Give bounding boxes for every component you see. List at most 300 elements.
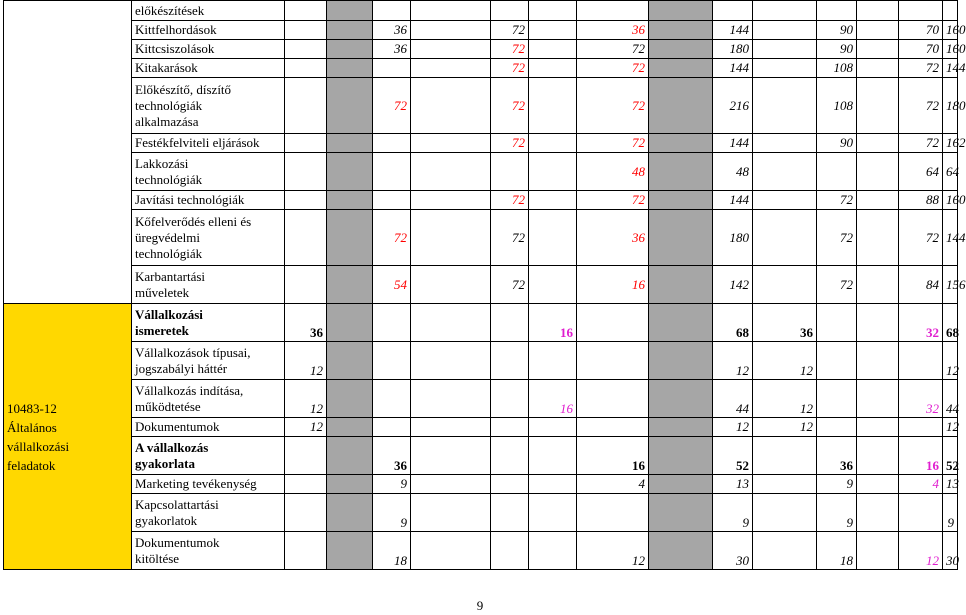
value-cell [577, 21, 649, 40]
cell-value: 4 [638, 476, 645, 491]
cell-value: 72 [926, 229, 939, 245]
cell-value: 72 [632, 60, 645, 75]
value-cell [529, 40, 577, 59]
value-cell [373, 191, 411, 210]
gray-column-cell [649, 475, 713, 494]
value-cell [713, 210, 753, 266]
table-row [4, 134, 958, 153]
cell-value: 72 [632, 135, 645, 150]
value-cell [491, 304, 529, 342]
row-name-line: Előkészítő, díszítő [135, 81, 232, 97]
value-cell [529, 153, 577, 191]
cell-value: 9 [846, 515, 853, 530]
value-cell [857, 380, 899, 418]
cell-value: 48 [632, 163, 645, 179]
value-cell [577, 380, 649, 418]
value-cell [817, 21, 857, 40]
value-cell [857, 59, 899, 78]
value-cell [943, 59, 966, 78]
value-cell [857, 78, 899, 134]
value-cell [753, 532, 817, 570]
cell-value: 90 [840, 41, 853, 56]
value-cell [753, 437, 817, 475]
row-name [132, 266, 285, 304]
row-name-line: technológiák [135, 171, 203, 187]
row-name-line: üregvédelmi [135, 229, 200, 245]
value-cell [285, 1, 327, 21]
cell-value: 68 [736, 325, 749, 340]
value-cell [529, 418, 577, 437]
value-cell [373, 1, 411, 21]
value-cell [411, 210, 491, 266]
value-cell [899, 40, 943, 59]
gray-column-cell [327, 418, 373, 437]
value-cell [411, 191, 491, 210]
value-cell [529, 475, 577, 494]
cell-value: 160 [946, 22, 966, 37]
row-name-line: A vállalkozás [135, 439, 209, 455]
cell-value: 160 [946, 41, 966, 56]
cell-value: 16 [560, 325, 573, 340]
cell-value: 84 [926, 276, 939, 292]
value-cell [817, 210, 857, 266]
value-cell [753, 40, 817, 59]
value-cell [411, 134, 491, 153]
value-cell [817, 475, 857, 494]
value-cell [753, 380, 817, 418]
value-cell [491, 418, 529, 437]
value-cell [857, 342, 899, 380]
cell-value: 144 [729, 22, 749, 37]
cell-value: 216 [729, 97, 749, 113]
cell-value: 9 [742, 515, 749, 530]
row-name-line: alkalmazása [135, 113, 199, 129]
row-name-line: Kittcsiszolások [135, 41, 215, 56]
value-cell [817, 78, 857, 134]
gray-column-cell [327, 153, 373, 191]
cell-value: 72 [512, 276, 525, 292]
table-row [4, 475, 958, 494]
gray-column-cell [649, 1, 713, 21]
value-cell [529, 210, 577, 266]
row-name [132, 532, 285, 570]
value-cell [411, 266, 491, 304]
value-cell [285, 494, 327, 532]
table-row [4, 153, 958, 191]
table-row [4, 532, 958, 570]
value-cell [857, 475, 899, 494]
value-cell [857, 191, 899, 210]
row-name-line: Kőfelverődés elleni és [135, 213, 252, 229]
value-cell [285, 191, 327, 210]
value-cell [285, 78, 327, 134]
value-cell [943, 210, 966, 266]
value-cell [817, 437, 857, 475]
module-title-line: 10483-12 [7, 400, 57, 416]
gray-column-cell [649, 210, 713, 266]
value-cell [577, 1, 649, 21]
cell-value: 72 [632, 41, 645, 56]
cell-value: 72 [394, 97, 407, 113]
value-cell [411, 342, 491, 380]
gray-column-cell [649, 532, 713, 570]
row-name [132, 418, 285, 437]
table-row [4, 418, 958, 437]
value-cell [713, 475, 753, 494]
value-cell [577, 134, 649, 153]
module-cell [4, 304, 132, 570]
cell-value: 32 [926, 401, 939, 416]
gray-column-cell [327, 191, 373, 210]
value-cell [857, 494, 899, 532]
value-cell [577, 78, 649, 134]
cell-value: 30 [736, 553, 749, 568]
value-cell [285, 134, 327, 153]
cell-value: 36 [394, 22, 407, 37]
value-cell [411, 418, 491, 437]
value-cell [943, 134, 966, 153]
cell-value: 12 [310, 363, 323, 378]
cell-value: 12 [946, 419, 959, 434]
cell-value: 142 [729, 276, 749, 292]
value-cell [943, 304, 958, 342]
gray-column-cell [327, 1, 373, 21]
value-cell [713, 342, 753, 380]
value-cell [373, 266, 411, 304]
cell-value: 9 [846, 476, 853, 491]
value-cell [529, 134, 577, 153]
row-name-line: gyakorlata [135, 455, 195, 471]
gray-column-cell [327, 304, 373, 342]
table-row [4, 342, 958, 380]
value-cell [899, 21, 943, 40]
gray-column-cell [649, 304, 713, 342]
row-name-line: gyakorlatok [135, 512, 198, 528]
value-cell [577, 59, 649, 78]
value-cell [713, 418, 753, 437]
value-cell [753, 494, 817, 532]
value-cell [491, 210, 529, 266]
cell-value: 108 [833, 60, 853, 75]
cell-value: 64 [946, 163, 959, 179]
gray-column-cell [327, 210, 373, 266]
cell-value: 12 [926, 553, 939, 568]
value-cell [577, 475, 649, 494]
gray-column-cell [649, 78, 713, 134]
value-cell [411, 437, 491, 475]
value-cell [857, 1, 899, 21]
value-cell [943, 342, 958, 380]
value-cell [577, 40, 649, 59]
module-title-line: vállalkozási [7, 438, 70, 454]
value-cell [529, 342, 577, 380]
value-cell [753, 418, 817, 437]
row-name-line: Kitakarások [135, 60, 198, 75]
cell-value: 44 [736, 401, 749, 416]
cell-value: 160 [946, 192, 966, 207]
row-name-line: Marketing tevékenység [135, 476, 257, 491]
value-cell [285, 304, 327, 342]
cell-value: 12 [800, 401, 813, 416]
value-cell [943, 532, 958, 570]
value-cell [373, 134, 411, 153]
value-cell [411, 494, 491, 532]
value-cell [411, 304, 491, 342]
value-cell [577, 342, 649, 380]
row-name-line: Kapcsolattartási [135, 496, 219, 512]
value-cell [899, 210, 943, 266]
value-cell [491, 1, 529, 21]
value-cell [577, 437, 649, 475]
cell-value: 16 [926, 458, 939, 473]
cell-value: 72 [926, 97, 939, 113]
value-cell [373, 532, 411, 570]
table-row [4, 210, 958, 266]
cell-value: 36 [394, 458, 407, 473]
value-cell [285, 380, 327, 418]
value-cell [899, 191, 943, 210]
cell-value: 144 [946, 60, 966, 75]
value-cell [753, 266, 817, 304]
value-cell [943, 266, 966, 304]
table-row [4, 78, 958, 134]
value-cell [285, 210, 327, 266]
row-name [132, 1, 285, 21]
cell-value: 72 [512, 97, 525, 113]
row-name-line: kitöltése [135, 550, 180, 566]
cell-value: 4 [932, 476, 939, 491]
cell-value: 144 [729, 192, 749, 207]
value-cell [899, 134, 943, 153]
value-cell [285, 40, 327, 59]
cell-value: 36 [840, 458, 853, 473]
value-cell [577, 532, 649, 570]
cell-value: 18 [394, 553, 407, 568]
value-cell [857, 134, 899, 153]
row-name-line: Karbantartási [135, 268, 206, 284]
value-cell [411, 380, 491, 418]
value-cell [373, 380, 411, 418]
value-cell [943, 78, 966, 134]
value-cell [713, 134, 753, 153]
value-cell [943, 437, 958, 475]
value-cell [713, 40, 753, 59]
gray-column-cell [327, 21, 373, 40]
value-cell [817, 494, 857, 532]
row-name-line: Vállalkozás indítása, [135, 382, 244, 398]
value-cell [899, 437, 943, 475]
table-row [4, 1, 958, 21]
row-name-line: műveletek [135, 284, 190, 300]
row-name-line: működtetése [135, 398, 201, 414]
value-cell [373, 210, 411, 266]
value-cell [753, 59, 817, 78]
value-cell [411, 1, 491, 21]
gray-column-cell [649, 266, 713, 304]
value-cell [817, 40, 857, 59]
table-row [4, 380, 958, 418]
value-cell [753, 21, 817, 40]
cell-value: 16 [560, 401, 573, 416]
cell-value: 32 [926, 325, 939, 340]
table-row [4, 40, 958, 59]
value-cell [899, 153, 943, 191]
cell-value: 36 [632, 229, 645, 245]
value-cell [529, 532, 577, 570]
row-name-line: Kittfelhordások [135, 22, 217, 37]
value-cell [577, 494, 649, 532]
value-cell [491, 21, 529, 40]
value-cell [411, 59, 491, 78]
table-row [4, 494, 958, 532]
cell-value: 54 [394, 276, 407, 292]
value-cell [411, 532, 491, 570]
value-cell [411, 21, 491, 40]
cell-value: 72 [926, 60, 939, 75]
table-row [4, 191, 958, 210]
value-cell [373, 437, 411, 475]
value-cell [373, 40, 411, 59]
cell-value: 12 [946, 363, 959, 378]
cell-value: 30 [946, 553, 959, 568]
cell-value: 64 [926, 163, 939, 179]
value-cell [529, 1, 577, 21]
value-cell [857, 210, 899, 266]
value-cell [857, 532, 899, 570]
cell-value: 180 [946, 97, 966, 113]
value-cell [943, 494, 958, 532]
value-cell [373, 21, 411, 40]
cell-value: 12 [800, 363, 813, 378]
value-cell [857, 153, 899, 191]
cell-value: 36 [800, 325, 813, 340]
cell-value: 144 [729, 135, 749, 150]
cell-value: 16 [632, 276, 645, 292]
row-name-line: Festékfelviteli eljárások [135, 135, 260, 150]
cell-value: 13 [736, 476, 749, 491]
value-cell [491, 342, 529, 380]
row-name [132, 21, 285, 40]
value-cell [753, 78, 817, 134]
cell-value: 70 [926, 22, 939, 37]
value-cell [899, 59, 943, 78]
value-cell [491, 475, 529, 494]
cell-value: 180 [729, 41, 749, 56]
cell-value: 72 [840, 192, 853, 207]
cell-value: 16 [632, 458, 645, 473]
gray-column-cell [649, 418, 713, 437]
value-cell [857, 437, 899, 475]
gray-column-cell [649, 342, 713, 380]
value-cell [899, 304, 943, 342]
value-cell [577, 153, 649, 191]
cell-value: 72 [840, 229, 853, 245]
cell-value: 12 [800, 419, 813, 434]
value-cell [899, 266, 943, 304]
cell-value: 72 [632, 192, 645, 207]
cell-value: 72 [512, 41, 525, 56]
value-cell [943, 40, 966, 59]
table-row [4, 304, 958, 342]
value-cell [713, 21, 753, 40]
table-row [4, 21, 958, 40]
row-name-line: technológiák [135, 245, 203, 261]
row-name-line: Javítási technológiák [135, 192, 245, 207]
row-name [132, 153, 285, 191]
value-cell [943, 153, 958, 191]
value-cell [943, 21, 966, 40]
value-cell [857, 40, 899, 59]
row-name [132, 304, 285, 342]
value-cell [285, 437, 327, 475]
value-cell [491, 78, 529, 134]
row-name-line: ismeretek [135, 322, 189, 338]
value-cell [817, 134, 857, 153]
cell-value: 12 [632, 553, 645, 568]
cell-value: 48 [736, 163, 749, 179]
value-cell [529, 191, 577, 210]
value-cell [817, 304, 857, 342]
gray-column-cell [327, 494, 373, 532]
row-name-line: előkészítések [135, 2, 205, 18]
row-name-line: Dokumentumok [135, 419, 220, 434]
value-cell [943, 1, 958, 21]
value-cell [713, 494, 753, 532]
cell-value: 162 [946, 135, 966, 150]
value-cell [529, 59, 577, 78]
value-cell [373, 153, 411, 191]
value-cell [529, 21, 577, 40]
value-cell [373, 342, 411, 380]
row-name-line: Dokumentumok [135, 534, 220, 550]
value-cell [285, 342, 327, 380]
value-cell [753, 153, 817, 191]
page-number: 9 [476, 598, 484, 613]
gray-column-cell [327, 342, 373, 380]
value-cell [713, 266, 753, 304]
value-cell [713, 532, 753, 570]
value-cell [577, 210, 649, 266]
cell-value: 88 [926, 192, 939, 207]
value-cell [943, 380, 958, 418]
value-cell [373, 59, 411, 78]
row-name-line: technológiák [135, 97, 203, 113]
table-row [4, 266, 958, 304]
cell-value: 90 [840, 135, 853, 150]
row-name [132, 59, 285, 78]
value-cell [373, 78, 411, 134]
value-cell [491, 59, 529, 78]
value-cell [577, 191, 649, 210]
cell-value: 90 [840, 22, 853, 37]
value-cell [899, 532, 943, 570]
value-cell [285, 475, 327, 494]
module-title-line: Általános [7, 419, 57, 435]
value-cell [285, 21, 327, 40]
cell-value: 9 [400, 515, 407, 530]
value-cell [817, 59, 857, 78]
row-name [132, 342, 285, 380]
value-cell [285, 153, 327, 191]
gray-column-cell [327, 437, 373, 475]
value-cell [529, 437, 577, 475]
value-cell [943, 418, 958, 437]
module-title-line: feladatok [7, 457, 56, 473]
cell-value: 52 [736, 458, 749, 473]
value-cell [753, 342, 817, 380]
gray-column-cell [327, 532, 373, 570]
cell-value: 72 [512, 60, 525, 75]
